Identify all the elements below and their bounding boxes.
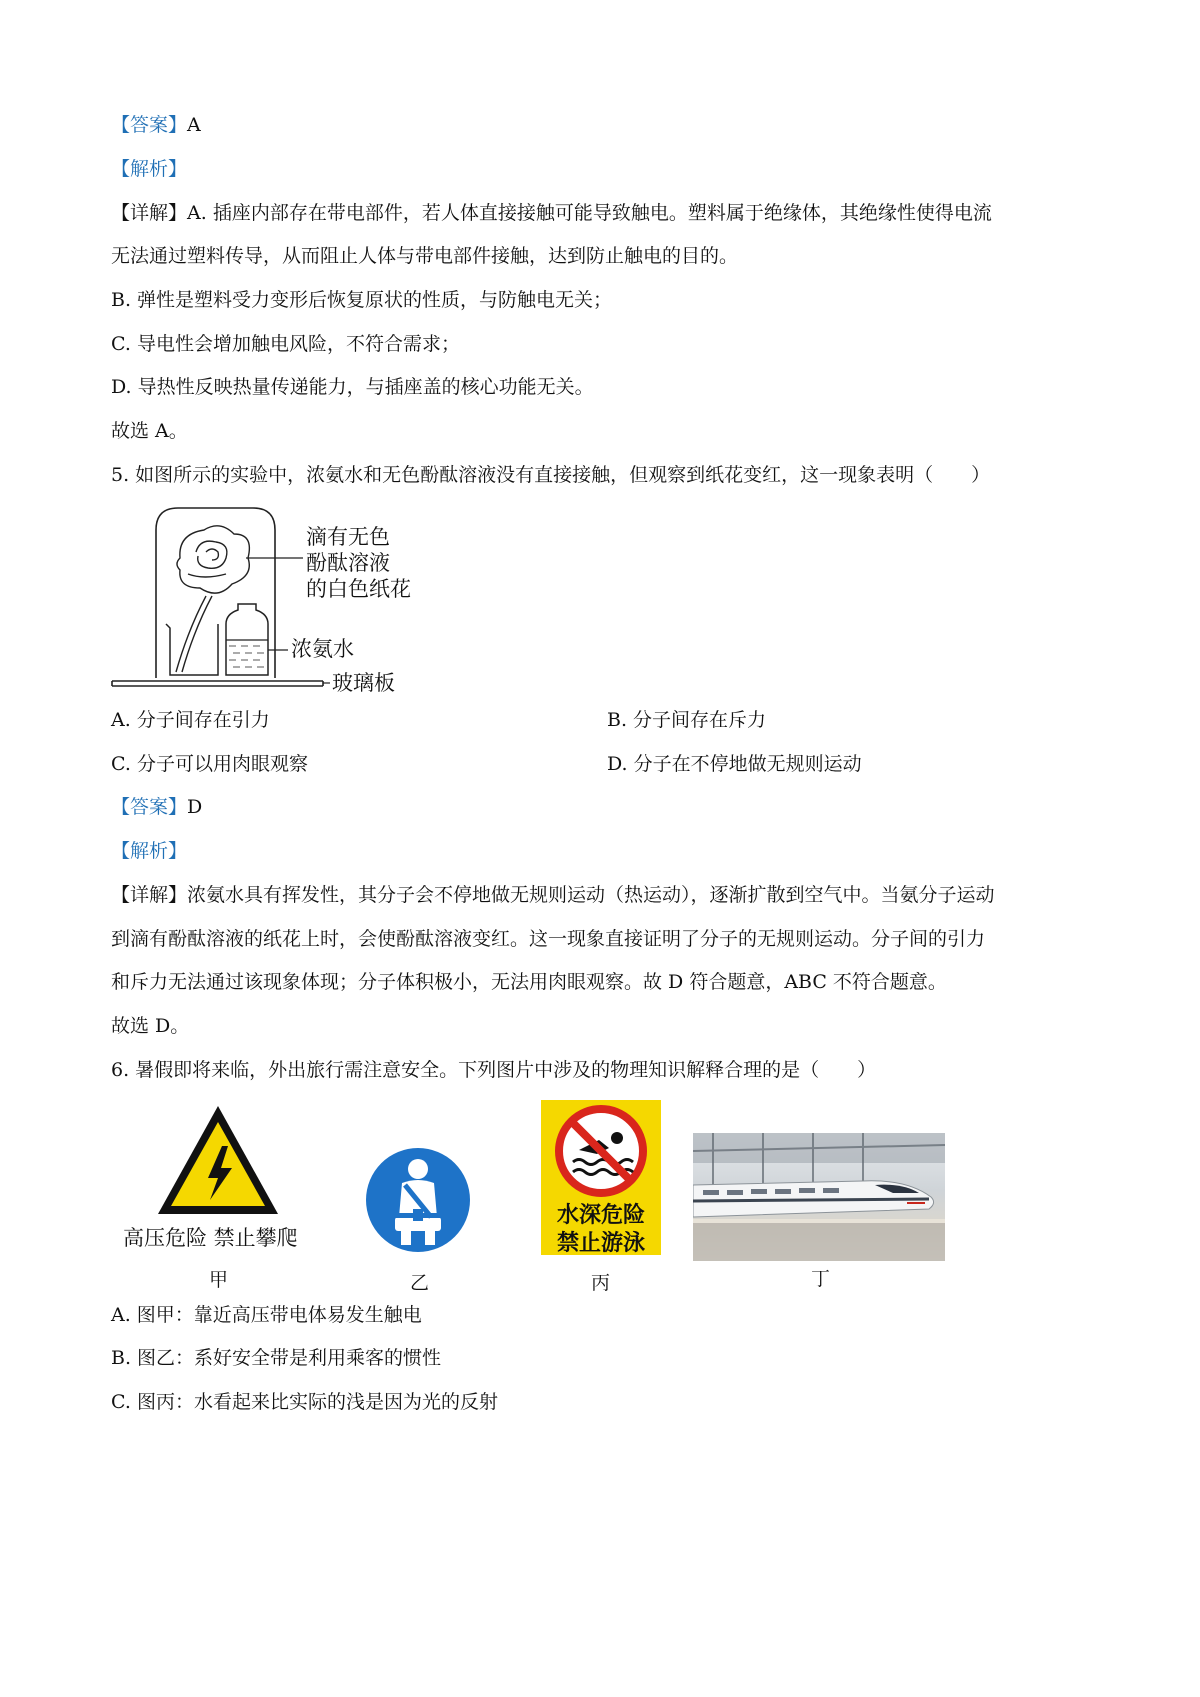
answer-tag: 【答案】: [111, 796, 188, 818]
answer-tag: 【答案】: [111, 114, 188, 136]
jia-sign-text: 高压危险 禁止攀爬: [123, 1226, 298, 1250]
caption-jia: 甲: [209, 1269, 229, 1291]
q4-answer-line: [111, 112, 201, 138]
q4-analysis-line: [111, 156, 187, 182]
detail-text: 浓氨水具有挥发性，其分子会不停地做无规则运动（热运动），逐渐扩散到空气中。当氨分子运动: [187, 884, 995, 906]
high-speed-train-photo: [693, 1133, 945, 1261]
detail-tag: 【详解】: [111, 884, 188, 906]
q5-detail-line-2: 到滴有酚酞溶液的纸花上时，会使酚酞溶液变红。这一现象直接证明了分子的无规则运动。分子间的引力: [111, 928, 986, 950]
q5-conclusion: 故选 D。: [111, 1015, 190, 1037]
q6-stem: 6. 暑假即将来临，外出旅行需注意安全。下列图片中涉及的物理知识解释合理的是（ ）: [111, 1059, 877, 1081]
q6-option-c: C. 图丙：水看起来比实际的浅是因为光的反射: [111, 1391, 498, 1413]
answer-value: A: [187, 114, 201, 136]
image-bing: [541, 1100, 661, 1255]
no-swimming-icon: [541, 1100, 661, 1200]
label-flower-line-1: 滴有无色: [306, 525, 390, 549]
q5-analysis-line: [111, 838, 187, 864]
analysis-tag: 【解析】: [111, 158, 188, 180]
q5-option-a: A. 分子间存在引力: [111, 709, 270, 731]
detail-text: A. 插座内部存在带电部件，若人体直接接触可能导致触电。塑料属于绝缘体，其绝缘性使得电流: [187, 202, 992, 224]
q6-option-b: B. 图乙：系好安全带是利用乘客的惯性: [111, 1347, 442, 1369]
q5-option-b: B. 分子间存在斥力: [607, 709, 767, 731]
q4-detail-line-2: 无法通过塑料传导，从而阻止人体与带电部件接触，达到防止触电的目的。: [111, 245, 739, 267]
answer-value: D: [187, 796, 203, 818]
label-flower-line-2: 酚酞溶液: [306, 551, 390, 575]
high-voltage-warning-icon: [118, 1100, 318, 1225]
detail-tag: 【详解】: [111, 202, 188, 224]
image-yi: [365, 1147, 471, 1253]
caption-yi: 乙: [410, 1272, 430, 1294]
q6-option-a: A. 图甲：靠近高压带电体易发生触电: [111, 1304, 422, 1326]
label-ammonia: 浓氨水: [291, 637, 354, 661]
image-ding: [693, 1133, 945, 1261]
seatbelt-icon: [365, 1147, 471, 1253]
label-flower-line-3: 的白色纸花: [306, 577, 411, 601]
q5-stem: 5. 如图所示的实验中，浓氨水和无色酚酞溶液没有直接接触，但观察到纸花变红，这一现象表明（ ）: [111, 464, 991, 486]
bing-sign-line-1: 水深危险: [556, 1203, 645, 1228]
q5-detail-line-3: 和斥力无法通过该现象体现；分子体积极小，无法用肉眼观察。故 D 符合题意，ABC 不符合题意。: [111, 971, 947, 993]
bing-sign-line-2: 禁止游泳: [556, 1231, 645, 1256]
q5-option-d: D. 分子在不停地做无规则运动: [607, 753, 862, 775]
q5-detail-line-1: [111, 882, 995, 908]
analysis-tag: 【解析】: [111, 840, 188, 862]
q4-detail-line-1: [111, 200, 992, 226]
q4-line-d: D. 导热性反映热量传递能力，与插座盖的核心功能无关。: [111, 376, 594, 398]
q5-answer-line: [111, 794, 202, 820]
q4-line-c: C. 导电性会增加触电风险，不符合需求；: [111, 333, 460, 355]
caption-bing: 丙: [591, 1272, 611, 1294]
label-glass-plate: 玻璃板: [332, 671, 395, 695]
q4-conclusion: 故选 A。: [111, 420, 188, 442]
image-jia: [118, 1100, 318, 1260]
q4-line-b: B. 弹性是塑料受力变形后恢复原状的性质，与防触电无关；: [111, 289, 613, 311]
q5-option-c: C. 分子可以用肉眼观察: [111, 753, 308, 775]
caption-ding: 丁: [811, 1268, 831, 1290]
